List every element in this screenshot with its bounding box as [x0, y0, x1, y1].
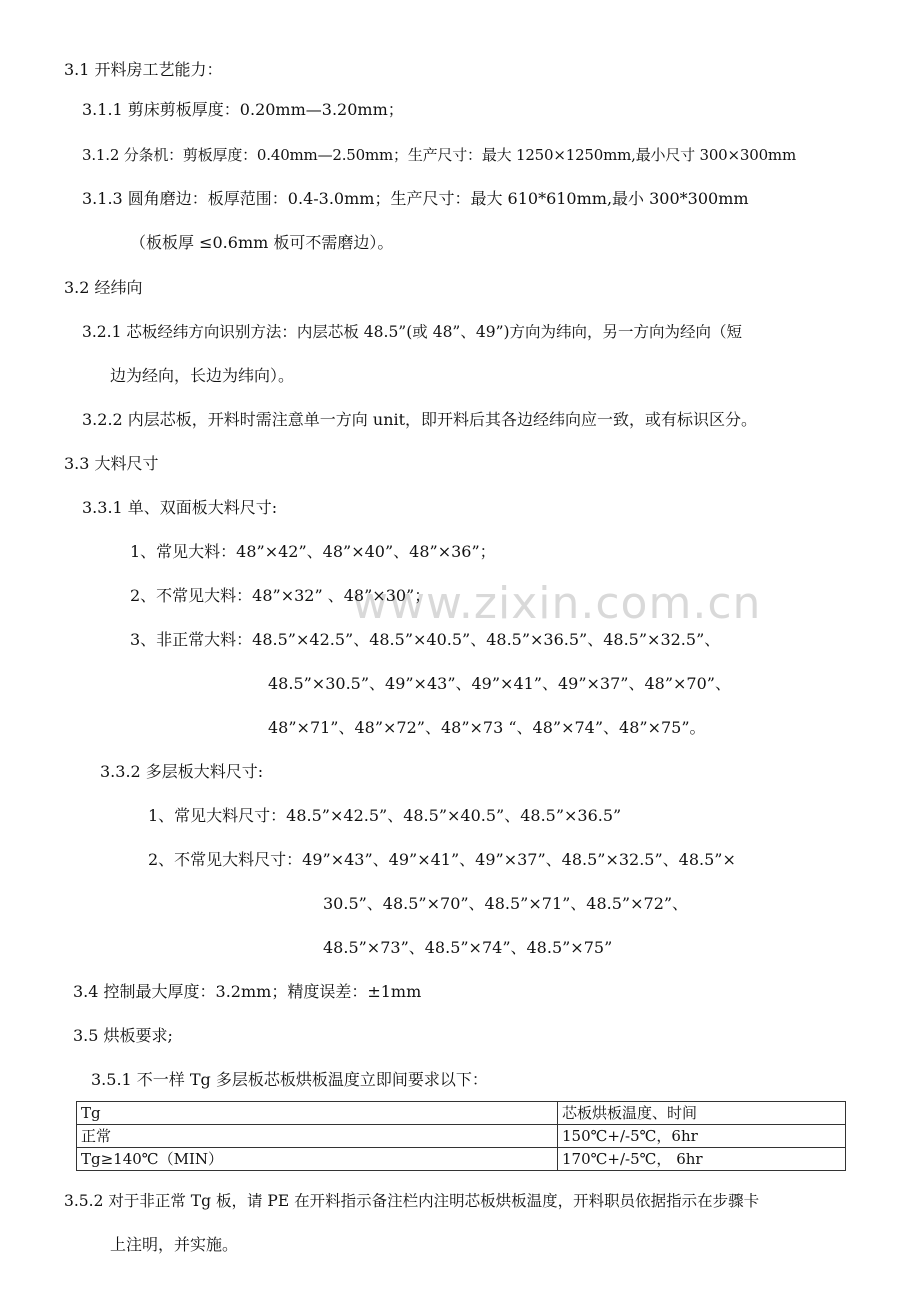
- item-3-5-1: 3.5.1 不一样 Tg 多层板芯板烘板温度立即间要求以下：: [91, 1070, 488, 1089]
- list-item-uncommon-cont-1: 30.5”、48.5”×70”、48.5”×71”、48.5”×72”、: [323, 894, 689, 913]
- watermark: www.zixin.com.cn: [352, 578, 762, 629]
- item-3-2-2: 3.2.2 内层芯板，开料时需注意单一方向 unit，即开料后其各边经纬向应一致，或有标识区分。: [82, 410, 758, 429]
- heading-3-3: 3.3 大料尺寸: [64, 454, 159, 473]
- table-cell: Tg≥140℃（MIN）: [77, 1148, 558, 1171]
- table-header-row: [77, 1102, 846, 1125]
- item-3-1-2: 3.1.2 分条机：剪板厚度：0.40mm—2.50mm；生产尺寸：最大 1250×1250mm,最小尺寸 300×300mm: [82, 146, 796, 164]
- list-item-common-single-double: 1、常见大料：48”×42”、48”×40”、48”×36”；: [130, 542, 496, 561]
- table-cell: 170℃+/-5℃， 6hr: [558, 1148, 846, 1171]
- heading-3-2: 3.2 经纬向: [64, 278, 143, 297]
- item-3-3-1: 3.3.1 单、双面板大料尺寸:: [82, 498, 278, 517]
- table-cell: 正常: [77, 1125, 558, 1148]
- item-3-5-2-cont: 上注明，并实施。: [110, 1235, 239, 1254]
- list-item-uncommon-single-double: 2、不常见大料：48”×32” 、48”×30”；: [130, 586, 431, 605]
- item-3-5-2: 3.5.2 对于非正常 Tg 板，请 PE 在开料指示备注栏内注明芯板烘板温度，开料职员依据指示在步骤卡: [64, 1192, 760, 1210]
- table-header-cell: Tg: [77, 1102, 558, 1125]
- list-item-abnormal-cont-1: 48.5”×30.5”、49”×43”、49”×41”、49”×37”、48”×70”、: [268, 674, 731, 693]
- item-3-3-2: 3.3.2 多层板大料尺寸:: [100, 762, 264, 781]
- item-3-2-1-cont: 边为经向，长边为纬向）。: [110, 366, 295, 385]
- list-item-abnormal-cont-2: 48”×71”、48”×72”、48”×73 “、48”×74”、48”×75”。: [268, 718, 706, 737]
- table-row: [77, 1148, 846, 1171]
- list-item-uncommon-cont-2: 48.5”×73”、48.5”×74”、48.5”×75”: [323, 938, 613, 957]
- table-header-cell: 芯板烘板温度、时间: [558, 1102, 846, 1125]
- item-3-1-3: 3.1.3 圆角磨边：板厚范围：0.4-3.0mm；生产尺寸：最大 610*610mm,最小 300*300mm: [82, 189, 749, 208]
- item-3-1-1: 3.1.1 剪床剪板厚度：0.20mm—3.20mm；: [82, 100, 404, 119]
- table-cell: 150℃+/-5℃，6hr: [558, 1125, 846, 1148]
- table-row: [77, 1125, 846, 1148]
- heading-3-5: 3.5 烘板要求;: [73, 1026, 173, 1045]
- item-3-2-1: 3.2.1 芯板经纬方向识别方法：内层芯板 48.5”(或 48”、49”)方向为纬向，另一方向为经向（短: [82, 323, 743, 341]
- list-item-abnormal-single-double: 3、非正常大料：48.5”×42.5”、48.5”×40.5”、48.5”×36.5”、48.5”×32.5”、: [130, 630, 721, 649]
- heading-3-1: 3.1 开料房工艺能力：: [64, 60, 223, 79]
- list-item-common-multilayer: 1、常见大料尺寸：48.5”×42.5”、48.5”×40.5”、48.5”×36.5”: [148, 806, 622, 825]
- baking-table: [76, 1101, 846, 1171]
- heading-3-4: 3.4 控制最大厚度：3.2mm；精度误差：±1mm: [73, 982, 422, 1001]
- item-3-1-3-note: （板板厚 ≤0.6mm 板可不需磨边）。: [130, 233, 394, 252]
- list-item-uncommon-multilayer: 2、不常见大料尺寸：49”×43”、49”×41”、49”×37”、48.5”×32.5”、48.5”×: [148, 850, 736, 869]
